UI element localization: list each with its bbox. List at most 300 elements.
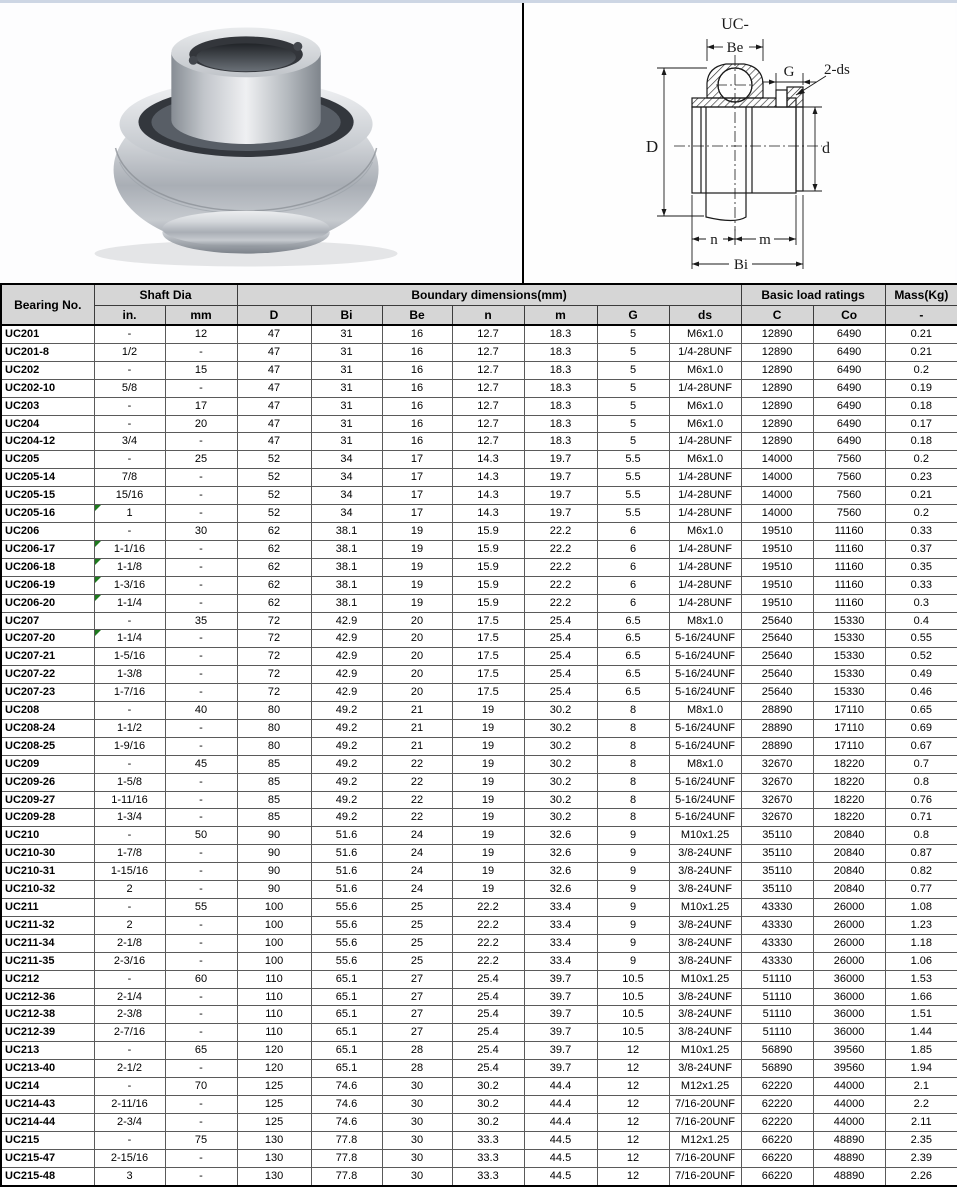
table-row <box>1 899 957 917</box>
value-cell: 15.9 <box>452 540 524 558</box>
value-cell: - <box>94 325 165 343</box>
value-cell: 43330 <box>741 934 813 952</box>
value-cell: 26000 <box>813 934 885 952</box>
value-cell: 2 <box>94 881 165 899</box>
value-cell: 51.6 <box>311 881 382 899</box>
value-cell: 1-1/4 <box>94 594 165 612</box>
value-cell: 22.2 <box>452 952 524 970</box>
bearing-no-cell: UC207-20 <box>1 630 94 648</box>
value-cell: 17 <box>382 487 452 505</box>
value-cell: 62 <box>237 576 311 594</box>
value-cell: 25640 <box>741 684 813 702</box>
value-cell: 38.1 <box>311 522 382 540</box>
col-subheader-in: in. <box>94 306 165 326</box>
value-cell: 9 <box>597 916 669 934</box>
value-cell: - <box>94 1042 165 1060</box>
value-cell: 70 <box>165 1078 237 1096</box>
value-cell: 62 <box>237 594 311 612</box>
value-cell: 39.7 <box>524 1024 597 1042</box>
table-row <box>1 1024 957 1042</box>
value-cell: 20 <box>382 666 452 684</box>
value-cell: 30.2 <box>452 1078 524 1096</box>
value-cell: 51.6 <box>311 845 382 863</box>
bearing-no-cell: UC202-10 <box>1 379 94 397</box>
value-cell: 12 <box>597 1149 669 1167</box>
value-cell: 80 <box>237 702 311 720</box>
bearing-no-cell: UC207-21 <box>1 648 94 666</box>
value-cell: 11160 <box>813 522 885 540</box>
value-cell: 42.9 <box>311 666 382 684</box>
value-cell: 25.4 <box>524 666 597 684</box>
value-cell: 3/8-24UNF <box>669 863 741 881</box>
value-cell: 12.7 <box>452 397 524 415</box>
value-cell: 110 <box>237 1024 311 1042</box>
value-cell: 18.3 <box>524 397 597 415</box>
value-cell: 52 <box>237 469 311 487</box>
value-cell: 52 <box>237 451 311 469</box>
value-cell: 6 <box>597 540 669 558</box>
value-cell: 8 <box>597 809 669 827</box>
value-cell: 2-15/16 <box>94 1149 165 1167</box>
col-subheader-m: m <box>524 306 597 326</box>
value-cell: 2-3/4 <box>94 1113 165 1131</box>
value-cell: 2-1/8 <box>94 934 165 952</box>
value-cell: 44.4 <box>524 1095 597 1113</box>
value-cell: 72 <box>237 648 311 666</box>
value-cell: 16 <box>382 325 452 343</box>
value-cell: 100 <box>237 899 311 917</box>
bearing-photo <box>0 3 522 283</box>
value-cell: 14.3 <box>452 487 524 505</box>
value-cell: 14000 <box>741 469 813 487</box>
value-cell: - <box>165 1060 237 1078</box>
value-cell: 0.4 <box>885 612 957 630</box>
table-row <box>1 1095 957 1113</box>
value-cell: 0.52 <box>885 648 957 666</box>
value-cell: 0.8 <box>885 773 957 791</box>
value-cell: 18.3 <box>524 415 597 433</box>
value-cell: 18.3 <box>524 433 597 451</box>
bearing-no-cell: UC212-36 <box>1 988 94 1006</box>
value-cell: 22 <box>382 791 452 809</box>
value-cell: 17.5 <box>452 630 524 648</box>
bearing-no-cell: UC210 <box>1 827 94 845</box>
value-cell: 1.06 <box>885 952 957 970</box>
value-cell: 35110 <box>741 863 813 881</box>
value-cell: 1-1/4 <box>94 630 165 648</box>
value-cell: 47 <box>237 379 311 397</box>
value-cell: 10.5 <box>597 970 669 988</box>
table-row <box>1 630 957 648</box>
value-cell: 12 <box>597 1078 669 1096</box>
value-cell: 12.7 <box>452 415 524 433</box>
bearing-no-cell: UC204-12 <box>1 433 94 451</box>
value-cell: M6x1.0 <box>669 361 741 379</box>
value-cell: 16 <box>382 415 452 433</box>
value-cell: 0.23 <box>885 469 957 487</box>
value-cell: 15330 <box>813 666 885 684</box>
table-row <box>1 773 957 791</box>
value-cell: 38.1 <box>311 594 382 612</box>
value-cell: 17 <box>382 469 452 487</box>
value-cell: 5.5 <box>597 487 669 505</box>
value-cell: 6.5 <box>597 666 669 684</box>
value-cell: 12.7 <box>452 325 524 343</box>
table-row <box>1 916 957 934</box>
value-cell: 12890 <box>741 397 813 415</box>
bearing-no-cell: UC208 <box>1 702 94 720</box>
value-cell: 12 <box>597 1060 669 1078</box>
value-cell: 110 <box>237 970 311 988</box>
value-cell: 14.3 <box>452 469 524 487</box>
value-cell: 28890 <box>741 737 813 755</box>
table-row <box>1 397 957 415</box>
value-cell: 1-9/16 <box>94 737 165 755</box>
value-cell: 2-3/8 <box>94 1006 165 1024</box>
value-cell: 0.55 <box>885 630 957 648</box>
value-cell: 20840 <box>813 863 885 881</box>
value-cell: 19 <box>452 827 524 845</box>
value-cell: 1-15/16 <box>94 863 165 881</box>
value-cell: 1/2 <box>94 343 165 361</box>
value-cell: 30 <box>382 1113 452 1131</box>
value-cell: 90 <box>237 845 311 863</box>
col-subheader-g: G <box>597 306 669 326</box>
value-cell: 25 <box>382 952 452 970</box>
value-cell: 6490 <box>813 433 885 451</box>
value-cell: 26000 <box>813 952 885 970</box>
value-cell: 25 <box>382 899 452 917</box>
value-cell: M10x1.25 <box>669 899 741 917</box>
bearing-no-cell: UC209-27 <box>1 791 94 809</box>
value-cell: 30 <box>382 1149 452 1167</box>
value-cell: 22.2 <box>452 916 524 934</box>
value-cell: 25 <box>165 451 237 469</box>
value-cell: 12 <box>165 325 237 343</box>
value-cell: 3/8-24UNF <box>669 988 741 1006</box>
value-cell: 15/16 <box>94 487 165 505</box>
value-cell: 22.2 <box>452 934 524 952</box>
value-cell: 74.6 <box>311 1113 382 1131</box>
table-row <box>1 666 957 684</box>
value-cell: M6x1.0 <box>669 397 741 415</box>
value-cell: 52 <box>237 505 311 523</box>
value-cell: - <box>165 343 237 361</box>
bearing-diagram <box>524 3 955 283</box>
value-cell: - <box>165 666 237 684</box>
bearing-no-cell: UC211 <box>1 899 94 917</box>
table-row <box>1 576 957 594</box>
value-cell: 19510 <box>741 522 813 540</box>
bearing-no-cell: UC206-17 <box>1 540 94 558</box>
value-cell: 5 <box>597 433 669 451</box>
table-row <box>1 881 957 899</box>
value-cell: 66220 <box>741 1131 813 1149</box>
col-subheader-bi: Bi <box>311 306 382 326</box>
value-cell: 0.77 <box>885 881 957 899</box>
value-cell: 39.7 <box>524 1060 597 1078</box>
table-row <box>1 1167 957 1185</box>
dim-label-2ds: 2-ds <box>824 62 850 78</box>
value-cell: 6 <box>597 576 669 594</box>
value-cell: 31 <box>311 397 382 415</box>
value-cell: 0.8 <box>885 827 957 845</box>
value-cell: 15.9 <box>452 558 524 576</box>
value-cell: 100 <box>237 916 311 934</box>
value-cell: 1-3/16 <box>94 576 165 594</box>
bearing-no-cell: UC212-39 <box>1 1024 94 1042</box>
value-cell: 39.7 <box>524 1042 597 1060</box>
value-cell: - <box>94 970 165 988</box>
value-cell: - <box>94 361 165 379</box>
value-cell: 27 <box>382 1006 452 1024</box>
value-cell: 44000 <box>813 1095 885 1113</box>
value-cell: 19 <box>452 881 524 899</box>
value-cell: 7/16-20UNF <box>669 1095 741 1113</box>
value-cell: 55.6 <box>311 952 382 970</box>
value-cell: 47 <box>237 361 311 379</box>
value-cell: 125 <box>237 1095 311 1113</box>
value-cell: 2.1 <box>885 1078 957 1096</box>
value-cell: 12 <box>597 1131 669 1149</box>
bearing-no-cell: UC208-25 <box>1 737 94 755</box>
value-cell: 19 <box>382 594 452 612</box>
value-cell: 9 <box>597 952 669 970</box>
bearing-no-cell: UC207-23 <box>1 684 94 702</box>
value-cell: 3/4 <box>94 433 165 451</box>
table-row <box>1 451 957 469</box>
value-cell: 32670 <box>741 773 813 791</box>
value-cell: 5-16/24UNF <box>669 684 741 702</box>
table-row <box>1 469 957 487</box>
col-header-shaft-dia: Shaft Dia <box>94 284 237 306</box>
value-cell: 19 <box>452 809 524 827</box>
value-cell: 62220 <box>741 1113 813 1131</box>
value-cell: - <box>94 827 165 845</box>
value-cell: 0.76 <box>885 791 957 809</box>
value-cell: 14.3 <box>452 505 524 523</box>
value-cell: 74.6 <box>311 1095 382 1113</box>
value-cell: 30.2 <box>524 737 597 755</box>
value-cell: - <box>94 397 165 415</box>
table-row <box>1 415 957 433</box>
value-cell: 22.2 <box>524 540 597 558</box>
value-cell: 90 <box>237 881 311 899</box>
value-cell: - <box>165 916 237 934</box>
value-cell: 19 <box>452 773 524 791</box>
bearing-no-cell: UC210-31 <box>1 863 94 881</box>
value-cell: M12x1.25 <box>669 1131 741 1149</box>
value-cell: 1-1/16 <box>94 540 165 558</box>
value-cell: 2-1/4 <box>94 988 165 1006</box>
value-cell: 55.6 <box>311 899 382 917</box>
value-cell: 72 <box>237 666 311 684</box>
value-cell: 8 <box>597 755 669 773</box>
dim-label-bi: Bi <box>733 257 749 273</box>
value-cell: 1-7/16 <box>94 684 165 702</box>
value-cell: 1-1/2 <box>94 719 165 737</box>
value-cell: - <box>165 684 237 702</box>
value-cell: 19.7 <box>524 451 597 469</box>
value-cell: 6.5 <box>597 630 669 648</box>
value-cell: - <box>165 1095 237 1113</box>
table-row <box>1 1078 957 1096</box>
value-cell: 3/8-24UNF <box>669 934 741 952</box>
value-cell: - <box>165 773 237 791</box>
value-cell: 10.5 <box>597 1006 669 1024</box>
value-cell: 72 <box>237 684 311 702</box>
value-cell: 42.9 <box>311 648 382 666</box>
value-cell: 44.5 <box>524 1131 597 1149</box>
value-cell: 45 <box>165 755 237 773</box>
value-cell: 49.2 <box>311 755 382 773</box>
dim-label-D: D <box>645 137 659 156</box>
value-cell: - <box>165 1113 237 1131</box>
value-cell: M8x1.0 <box>669 755 741 773</box>
bearing-no-cell: UC209-26 <box>1 773 94 791</box>
value-cell: 51.6 <box>311 863 382 881</box>
value-cell: 8 <box>597 737 669 755</box>
value-cell: 25640 <box>741 630 813 648</box>
value-cell: 14000 <box>741 505 813 523</box>
value-cell: 33.3 <box>452 1149 524 1167</box>
value-cell: 7/16-20UNF <box>669 1167 741 1185</box>
value-cell: 110 <box>237 1006 311 1024</box>
value-cell: 25.4 <box>452 1060 524 1078</box>
value-cell: 7560 <box>813 451 885 469</box>
value-cell: 48890 <box>813 1131 885 1149</box>
value-cell: 1-11/16 <box>94 791 165 809</box>
value-cell: 2-11/16 <box>94 1095 165 1113</box>
value-cell: 34 <box>311 469 382 487</box>
value-cell: 35110 <box>741 845 813 863</box>
value-cell: 47 <box>237 415 311 433</box>
value-cell: 15330 <box>813 612 885 630</box>
value-cell: 2-7/16 <box>94 1024 165 1042</box>
value-cell: 6490 <box>813 361 885 379</box>
value-cell: 12890 <box>741 433 813 451</box>
value-cell: 12890 <box>741 415 813 433</box>
value-cell: 22.2 <box>452 899 524 917</box>
value-cell: 12 <box>597 1095 669 1113</box>
value-cell: 11160 <box>813 576 885 594</box>
value-cell: 25.4 <box>524 630 597 648</box>
value-cell: 1.66 <box>885 988 957 1006</box>
value-cell: 19 <box>382 540 452 558</box>
value-cell: 72 <box>237 630 311 648</box>
value-cell: 5-16/24UNF <box>669 737 741 755</box>
value-cell: 5 <box>597 415 669 433</box>
value-cell: 9 <box>597 863 669 881</box>
value-cell: 20 <box>382 612 452 630</box>
value-cell: M6x1.0 <box>669 325 741 343</box>
value-cell: 16 <box>382 379 452 397</box>
value-cell: - <box>165 845 237 863</box>
value-cell: M8x1.0 <box>669 702 741 720</box>
value-cell: 9 <box>597 934 669 952</box>
dim-label-m: m <box>759 232 771 248</box>
table-row <box>1 379 957 397</box>
value-cell: - <box>165 1167 237 1185</box>
bearing-no-cell: UC211-34 <box>1 934 94 952</box>
value-cell: 1.08 <box>885 899 957 917</box>
table-row <box>1 809 957 827</box>
value-cell: - <box>165 809 237 827</box>
value-cell: 34 <box>311 487 382 505</box>
value-cell: 15330 <box>813 648 885 666</box>
value-cell: 15330 <box>813 630 885 648</box>
value-cell: 0.19 <box>885 379 957 397</box>
table-row <box>1 1060 957 1078</box>
value-cell: 90 <box>237 863 311 881</box>
value-cell: M12x1.25 <box>669 1078 741 1096</box>
value-cell: 18.3 <box>524 379 597 397</box>
value-cell: 6490 <box>813 415 885 433</box>
dim-label-be: Be <box>726 40 744 56</box>
value-cell: - <box>165 737 237 755</box>
value-cell: - <box>94 451 165 469</box>
value-cell: 85 <box>237 791 311 809</box>
value-cell: - <box>165 881 237 899</box>
value-cell: 62220 <box>741 1078 813 1096</box>
table-row <box>1 1149 957 1167</box>
value-cell: 0.2 <box>885 361 957 379</box>
value-cell: 18220 <box>813 809 885 827</box>
value-cell: 12.7 <box>452 343 524 361</box>
value-cell: 77.8 <box>311 1167 382 1185</box>
table-row <box>1 827 957 845</box>
value-cell: 17 <box>165 397 237 415</box>
value-cell: 30 <box>382 1167 452 1185</box>
bearing-no-cell: UC213-40 <box>1 1060 94 1078</box>
value-cell: 5.5 <box>597 505 669 523</box>
table-row <box>1 343 957 361</box>
value-cell: 0.35 <box>885 558 957 576</box>
value-cell: 3 <box>94 1167 165 1185</box>
value-cell: 25.4 <box>524 648 597 666</box>
value-cell: - <box>94 755 165 773</box>
value-cell: 6 <box>597 558 669 576</box>
value-cell: 51110 <box>741 988 813 1006</box>
value-cell: 3/8-24UNF <box>669 1060 741 1078</box>
value-cell: 49.2 <box>311 719 382 737</box>
value-cell: 62 <box>237 540 311 558</box>
value-cell: 19 <box>452 863 524 881</box>
value-cell: - <box>165 433 237 451</box>
value-cell: 15.9 <box>452 594 524 612</box>
value-cell: 0.3 <box>885 594 957 612</box>
value-cell: 1.23 <box>885 916 957 934</box>
value-cell: 24 <box>382 845 452 863</box>
value-cell: 7560 <box>813 469 885 487</box>
table-row <box>1 540 957 558</box>
value-cell: 6.5 <box>597 648 669 666</box>
value-cell: - <box>165 791 237 809</box>
value-cell: 18.3 <box>524 343 597 361</box>
value-cell: 2 <box>94 916 165 934</box>
value-cell: 32.6 <box>524 881 597 899</box>
bearing-no-cell: UC215-47 <box>1 1149 94 1167</box>
value-cell: 22 <box>382 809 452 827</box>
value-cell: 30.2 <box>524 773 597 791</box>
value-cell: 33.4 <box>524 899 597 917</box>
bearing-no-cell: UC203 <box>1 397 94 415</box>
value-cell: 1/4-28UNF <box>669 576 741 594</box>
value-cell: 16 <box>382 361 452 379</box>
value-cell: 7/16-20UNF <box>669 1113 741 1131</box>
value-cell: 31 <box>311 433 382 451</box>
value-cell: 16 <box>382 343 452 361</box>
